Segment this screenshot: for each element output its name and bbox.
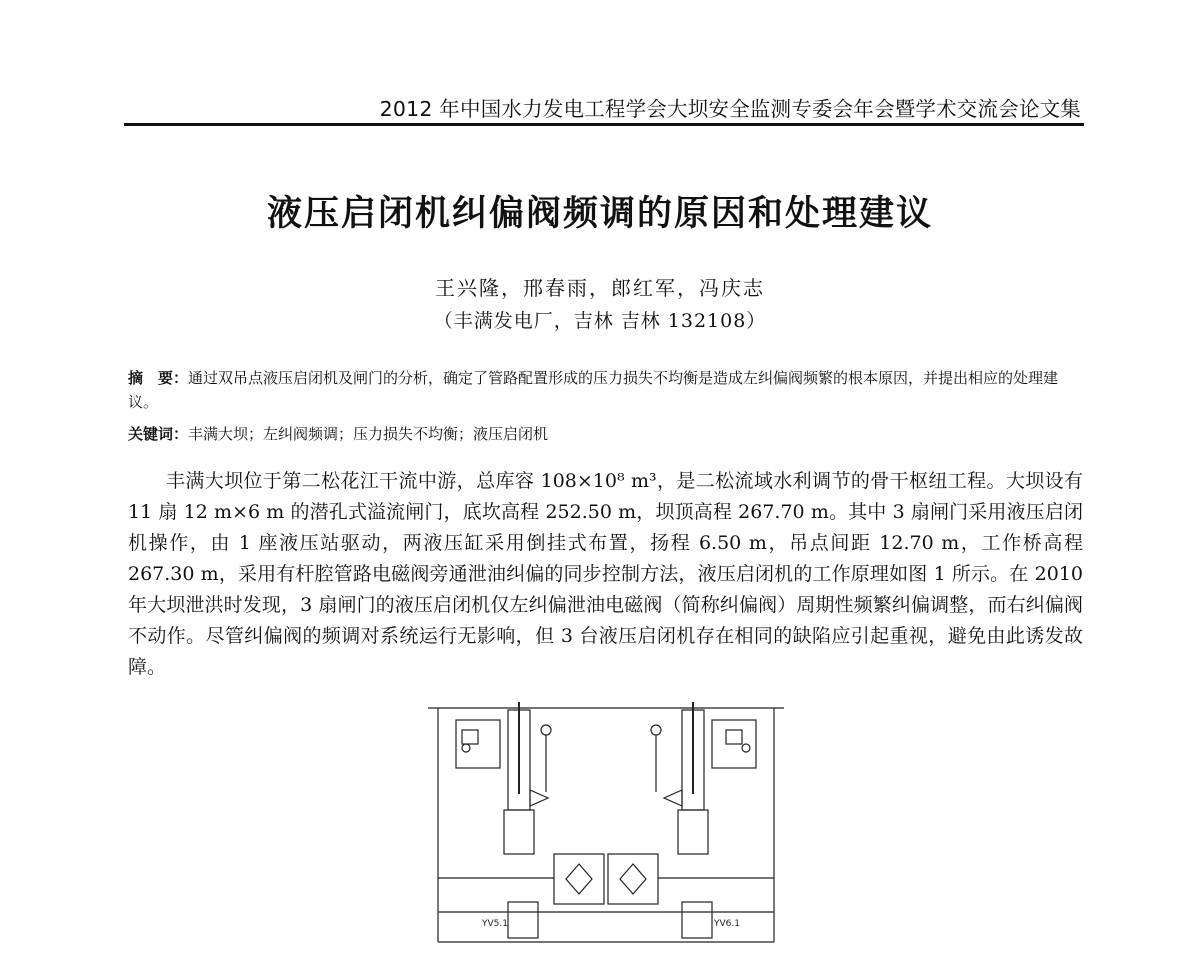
abstract-text: 通过双吊点液压启闭机及闸门的分析，确定了管路配置形成的压力损失不均衡是造成左纠偏阀频繁的根本原因，并提出相应的处理建议。 xyxy=(128,369,1059,411)
paper-title: 液压启闭机纠偏阀频调的原因和处理建议 xyxy=(266,193,933,234)
left-correction-valve-box xyxy=(508,902,538,938)
header-rule xyxy=(124,123,1084,126)
body-text xyxy=(128,466,1083,683)
left-gate-lug xyxy=(504,810,534,854)
running-header xyxy=(124,92,1084,126)
paper-authors: 王兴隆，邢春雨，郎红军，冯庆志 xyxy=(435,276,765,300)
abstract xyxy=(128,366,1083,414)
keywords-label: 关键词： xyxy=(128,425,189,443)
running-header-title: 2012 年中国水力发电工程学会大坝安全监测专委会年会暨学术交流会论文集 xyxy=(379,97,1081,121)
abstract-label: 摘 要： xyxy=(128,369,189,387)
left-gauge xyxy=(541,725,551,735)
paper-affiliation: （丰满发电厂，吉林 吉林 132108） xyxy=(433,310,767,332)
hydraulic-diagram-figure xyxy=(426,702,786,955)
left-pump-block xyxy=(554,854,604,904)
right-valve-symbol xyxy=(726,730,742,744)
body-paragraph: 丰满大坝位于第二松花江干流中游，总库容 108×10⁸ m³，是二松流域水利调节的骨干枢纽工程。大坝设有 11 扇 12 m×6 m 的潜孔式溢流闸门，底坎高程 252.50 m，坝顶高程 267.70 m。其中 3 扇闸门采用液压启闭机操作，由 1 座液压站驱动，两液压缸采用倒挂式布置，扬程 6.50 m，吊点间距 12.70 m，工作桥高程 267.30 m，采用有杆腔管路电磁阀旁通泄油纠偏的同步控制方法，液压启闭机的工作原理如图 1 所示。在 2010 年大坝泄洪时发现，3 扇闸门的液压启闭机仅左纠偏泄油电磁阀（简称纠偏阀）周期性频繁纠偏调整，而右纠偏阀不动作。尽管纠偏阀的频调对系统运行无影响，但 3 台液压启闭机存在相同的缺陷应引起重视，避免由此诱发故障。 xyxy=(128,470,1083,678)
right-valve-label: YV6.1 xyxy=(714,919,740,929)
right-correction-valve-box xyxy=(682,902,712,938)
left-pump-symbol xyxy=(566,864,592,894)
left-check-valve xyxy=(462,744,470,752)
right-pump-symbol xyxy=(620,864,646,894)
right-gate-lug xyxy=(678,810,708,854)
keywords-text: 丰满大坝；左纠阀频调；压力损失不均衡；液压启闭机 xyxy=(188,425,549,443)
hydraulic-diagram xyxy=(426,702,786,955)
left-valve-label: YV5.1 xyxy=(482,919,508,929)
right-check-valve xyxy=(742,744,750,752)
left-valve-symbol xyxy=(462,730,478,744)
right-cylinder-head xyxy=(664,790,682,806)
keywords xyxy=(128,422,1083,446)
left-cylinder-head xyxy=(530,790,548,806)
right-gauge xyxy=(651,725,661,735)
right-pump-block xyxy=(608,854,658,904)
